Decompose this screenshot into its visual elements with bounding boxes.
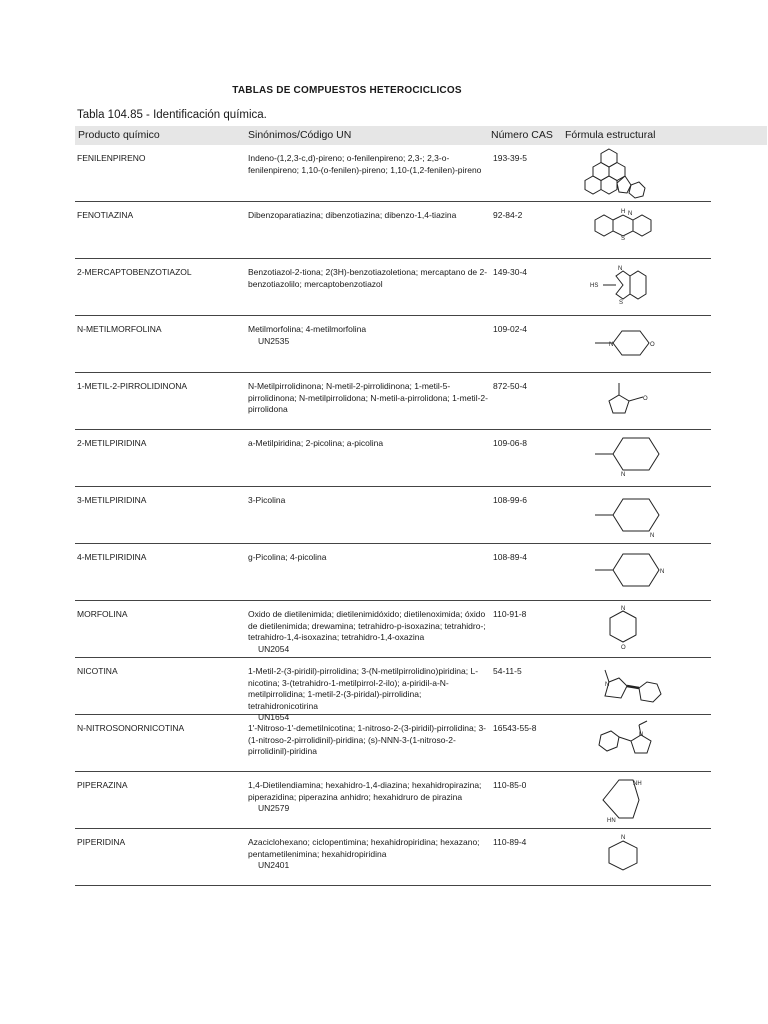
table-row [75, 715, 711, 772]
table-header [75, 126, 767, 145]
2-methylpyridine-structure [575, 430, 711, 486]
atom-label: NH [633, 781, 642, 787]
indenopyrene-structure [575, 145, 711, 201]
cas-number: 92-84-2 [493, 210, 523, 220]
atom-label: HN [607, 818, 616, 824]
table-row [75, 658, 711, 722]
product-name: NICOTINA [77, 666, 118, 676]
synonyms: Indeno-(1,2,3-c,d)-pireno; o-fenilenpireno; 2,3-; 2,3-o-fenilenpireno; 1,10-(o-fenilen)-pireno; 1,10-(1,2-fenilen)-pireno [248, 153, 482, 175]
product-name: FENILENPIRENO [77, 153, 146, 163]
mercaptobenzothiazole-structure [575, 259, 711, 315]
nicotine-structure [575, 658, 711, 714]
atom-label: H [621, 209, 626, 215]
atom-label: O [650, 342, 655, 348]
cas-number: 16543-55-8 [493, 723, 537, 733]
table-row [75, 259, 711, 316]
atom-label: N [660, 569, 665, 575]
cas-number: 872-50-4 [493, 381, 528, 391]
un-code: UN1654 [258, 712, 290, 722]
product-name: 2-METILPIRIDINA [77, 438, 147, 448]
header-formula: Fórmula estructural [565, 129, 656, 141]
product-name: MORFOLINA [77, 609, 128, 619]
header-product: Producto químico [78, 129, 160, 141]
piperidine-structure [575, 829, 711, 885]
atom-label: N [605, 682, 610, 688]
cas-number: 108-89-4 [493, 552, 528, 562]
4-methylpyridine-structure [575, 544, 711, 600]
synonyms: Benzotiazol-2-tiona; 2(3H)-benzotiazoletiona; mercaptano de 2-benzotiazolilo; mercaptobenzotiazol [248, 267, 488, 289]
synonyms: 1-Metil-2-(3-piridil)-pirrolidina; 3-(N-metilpirrolidino)piridina; L-nicotina; 3-(tetrahidro-1-metilpirrol-2-ilo); a-piridil-a-N-metilpirrolidina; 1-metil-2-(3-piridal)-pirrolidina; tetrahidronicotirina [248, 666, 479, 711]
cas-number: 110-91-8 [493, 609, 527, 619]
synonyms: g-Picolina; 4-picolina [248, 552, 327, 562]
synonyms: Metilmorfolina; 4-metilmorfolina [248, 324, 367, 334]
product-name: 3-METILPIRIDINA [77, 495, 147, 505]
un-code: UN2579 [258, 803, 290, 813]
table-row [75, 373, 711, 430]
cas-number: 109-02-4 [493, 324, 528, 334]
atom-label: N [621, 472, 626, 478]
synonyms: Azaciclohexano; ciclopentimina; hexahidropiridina; hexazano; pentametilenimina; hexahidropiridina [248, 837, 480, 859]
table-body [75, 145, 711, 886]
3-methylpyridine-structure [575, 487, 711, 543]
table-row [75, 772, 711, 829]
synonyms: Dibenzoparatiazina; dibenzotiazina; dibenzo-1,4-tiazina [248, 210, 457, 220]
table-row [75, 487, 711, 544]
cas-number: 149-30-4 [493, 267, 528, 277]
table-row [75, 544, 711, 601]
atom-label: N [618, 266, 623, 272]
page-title: TABLAS DE COMPUESTOS HETEROCICLICOS [232, 85, 462, 96]
product-name: N-NITROSONORNICOTINA [77, 723, 185, 733]
atom-label: N [621, 835, 626, 841]
synonyms: N-Metilpirrolidinona; N-metil-2-pirrolidinona; 1-metil-5-pirrolidinona; N-metilpirrolidona; N-metil-a-pirrolidona; 1-metil-2-pirrolidona [248, 381, 488, 414]
nitrosonornicotine-structure [575, 715, 711, 771]
table-row [75, 202, 711, 259]
piperazine-structure [575, 772, 711, 828]
methylmorpholine-structure [575, 316, 711, 372]
synonyms: 3-Picolina [248, 495, 286, 505]
morpholine-structure [575, 601, 711, 657]
product-name: FENOTIAZINA [77, 210, 134, 220]
cas-number: 109-06-8 [493, 438, 528, 448]
synonyms: a-Metilpiridina; 2-picolina; a-picolina [248, 438, 384, 448]
synonyms: Oxido de dietilenimida; dietilenimidóxido; dietilenoximida; óxido de dietilenimida; drewamina; tetrahidro-p-isoxazina; tetrahidro-; tetrahidro-1,4-isoxazina; tetrahidro-1,4-oxazina [248, 609, 486, 642]
un-code: UN2054 [258, 643, 290, 654]
product-name: PIPERIDINA [77, 837, 126, 847]
product-name: 2-MERCAPTOBENZOTIAZOL [77, 267, 192, 277]
table-caption: Tabla 104.85 - Identificación química. [77, 109, 267, 121]
methylpyrrolidinone-structure [575, 373, 711, 429]
cas-number: 110-89-4 [493, 837, 527, 847]
header-synonyms: Sinónimos/Código UN [248, 129, 352, 141]
cas-number: 193-39-5 [493, 153, 528, 163]
synonyms: 1,4-Dietilendiamina; hexahidro-1,4-diazina; hexahidropirazina; piperazidina; piperazina anhidro; hexahidruro de pirazina [248, 780, 482, 802]
phenothiazine-structure [575, 202, 711, 258]
product-name: N-METILMORFOLINA [77, 324, 162, 334]
atom-label: N [650, 533, 655, 539]
table-row [75, 601, 711, 658]
cas-number: 108-99-6 [493, 495, 528, 505]
atom-label: N [621, 606, 626, 612]
synonyms: 1'-Nitroso-1'-demetilnicotina; 1-nitroso-2-(3-piridil)-pirrolidina; 3-(1-nitroso-2-pirrolidinil)-piridina; (s)-NNN-3-(1-nitroso-2-pirrolidinil)-piridina [248, 723, 487, 756]
atom-label: O [643, 396, 648, 402]
atom-label: N [609, 342, 614, 348]
atom-label: S [621, 236, 626, 242]
cas-number: 110-85-0 [493, 780, 527, 790]
un-code: UN2535 [258, 335, 290, 346]
un-code: UN2401 [258, 860, 290, 870]
product-name: PIPERAZINA [77, 780, 128, 790]
table-row [75, 145, 711, 202]
atom-label: N [628, 211, 633, 217]
atom-label: S [619, 300, 624, 306]
atom-label: HS [590, 283, 599, 289]
table-row [75, 829, 711, 886]
table-row [75, 430, 711, 487]
header-cas: Número CAS [491, 129, 553, 141]
atom-label: N [639, 732, 644, 738]
table-row [75, 316, 711, 373]
atom-label: O [621, 645, 626, 651]
cas-number: 54-11-5 [493, 666, 522, 676]
product-name: 4-METILPIRIDINA [77, 552, 147, 562]
product-name: 1-METIL-2-PIRROLIDINONA [77, 381, 188, 391]
